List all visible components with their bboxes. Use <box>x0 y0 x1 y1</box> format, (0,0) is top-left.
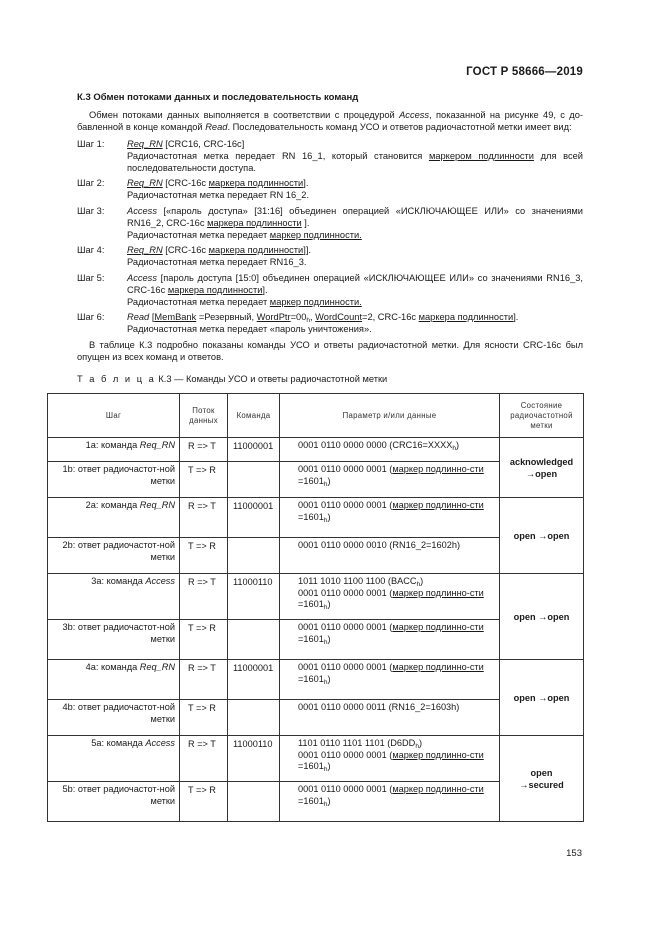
step-2: Шаг 2: Req_RN [CRC-16c маркера подлинности]. Радиочастотная метка передает RN 16_2. <box>77 178 310 201</box>
th-command: Команда <box>228 394 280 438</box>
table-row: 3а: команда Access R => T 11000110 1011 1010 1100 1100 $(BACC_h)$ 0001 0110 0000 0001 (маркер подлинно-сти $=1601_h$) open →open <box>48 574 584 620</box>
state-cell: acknowledged →open <box>500 438 584 498</box>
state-cell: open →open <box>500 660 584 736</box>
table-row: 1b: ответ радиочастот-ной метки T => R 0001 0110 0000 0001 (маркер подлинно-сти $=1601_h$) <box>48 462 584 498</box>
intro-paragraph: Обмен потоками данных выполняется в соответствии с процедурой Access, показанной на рисунке 49, с до-бавленной в конце командой Read. Последовательность команд УСО и ответов радиочастотной метки имеет вид: <box>77 110 583 133</box>
th-flow: Поток данных <box>180 394 228 438</box>
table-row: 3b: ответ радиочастот-ной метки T => R 0001 0110 0000 0001 (маркер подлинно-сти $=1601_h$) <box>48 620 584 660</box>
table-row: 2b: ответ радиочастот-ной метки T => R 0001 0110 0000 0010 (RN16_2=1602h) <box>48 538 584 574</box>
step-1: Шаг 1: Req_RN [CRC16, CRC-16c] Радиочастотная метка передает RN 16_1, который становится маркером подлинности для всей последовательности доступа. <box>77 138 583 174</box>
step-3: Шаг 3: Access [«пароль доступа» [31:16] объединен операцией «ИСКЛЮЧАЮЩЕЕ ИЛИ» со значениями RN16_2, CRC-16c маркера подлинности ]. Радиочастотная метка передает маркер подлинности. <box>77 205 583 241</box>
state-cell: open →open <box>500 498 584 574</box>
table-row: 5а: команда Access R => T 11000110 1101 0110 1101 1101 $(D6DD_h)$ 0001 0110 0000 0001 (маркер подлинно-сти $=1601_h$) open →secured <box>48 736 584 782</box>
th-param: Параметр и/или данные <box>280 394 500 438</box>
step-4: Шаг 4: Req_RN [CRC-16c маркера подлинности]]. Радиочастотная метка передает RN16_3. <box>77 245 311 268</box>
table-row: 2а: команда Req_RN R => T 11000001 0001 0110 0000 0001 (маркер подлинно-сти $=1601_h$) open →open <box>48 498 584 538</box>
table-caption: Т а б л и ц а К.3 — Команды УСО и ответы радиочастотной метки <box>77 374 388 385</box>
after-paragraph: В таблице К.3 подробно показаны команды УСО и ответы радиочастотной метки. Для ясности CRC-16c был опущен из всех команд и ответов. <box>77 339 583 362</box>
page-content <box>62 92 583 822</box>
state-cell: open →secured <box>500 736 584 822</box>
th-step: Шаг <box>48 394 180 438</box>
commands-table <box>47 393 584 822</box>
table-row: 4а: команда Req_RN R => T 11000001 0001 0110 0000 0001 (маркер подлинно-сти $=1601_h$) open →open <box>48 660 584 700</box>
step-6: Шаг 6: Read [MemBank =Резервный, $WordPtr=00_h$, WordCount=2, CRC-16c маркера подлинности]. Радиочастотная метка передает «пароль уничтожения». <box>77 312 519 335</box>
th-state: Состояние радиочастотной метки <box>500 394 584 438</box>
section-title: К.3 Обмен потоками данных и последовательность команд <box>77 92 359 103</box>
document-header: ГОСТ Р 58666—2019 <box>466 66 583 78</box>
state-cell: open →open <box>500 574 584 660</box>
table-row: 5b: ответ радиочастот-ной метки T => R 0001 0110 0000 0001 (маркер подлинно-сти $=1601_h$) <box>48 782 584 822</box>
step-5: Шаг 5: Access [пароль доступа [15:0] объединен операцией «ИСКЛЮЧАЮЩЕЕ ИЛИ» со значениями RN16_3, CRC-16c маркера подлинности]. Радиочастотная метка передает маркер подлинности. <box>77 272 583 308</box>
page-number: 153 <box>566 848 582 859</box>
table-row: 1а: команда Req_RN R => T 11000001 0001 0110 0000 0000 $(CRC16=XXXX_h)$ acknowledged →open <box>48 438 584 462</box>
table-row: 4b: ответ радиочастот-ной метки T => R 0001 0110 0000 0011 (RN16_2=1603h) <box>48 700 584 736</box>
